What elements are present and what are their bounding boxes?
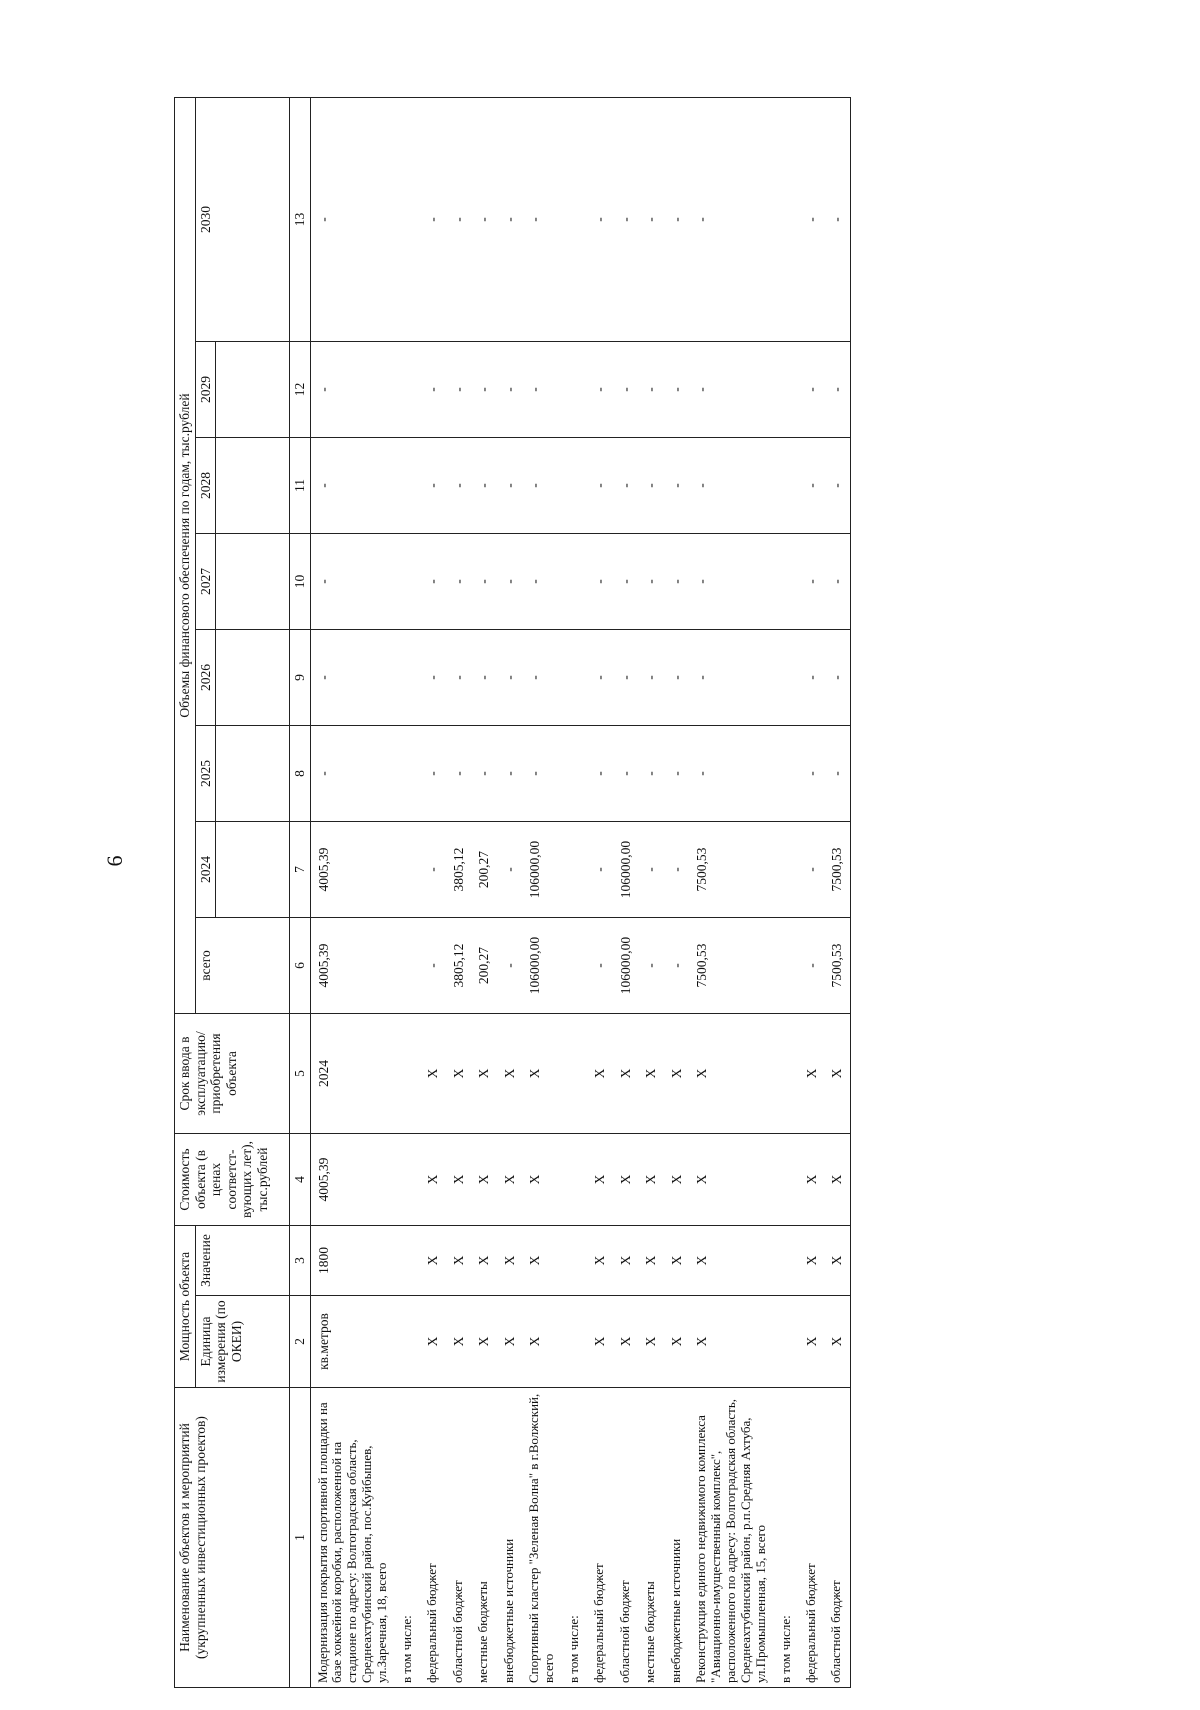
cost-cell: X — [824, 1134, 850, 1226]
cost-cell: X — [420, 1134, 446, 1226]
year-2029-cell — [774, 342, 799, 438]
year-2030-cell: - — [446, 98, 472, 342]
commission-cell: X — [689, 1014, 774, 1134]
year-2028-cell: - — [420, 438, 446, 534]
year-2029-cell: - — [522, 342, 562, 438]
header-year: 2024 — [195, 822, 216, 918]
header-year: 2028 — [195, 438, 216, 534]
total-cell: 106000,00 — [522, 918, 562, 1014]
unit-cell: X — [446, 1296, 472, 1388]
unit-cell: X — [522, 1296, 562, 1388]
cost-cell: X — [613, 1134, 639, 1226]
unit-cell: X — [664, 1296, 690, 1388]
table-header — [175, 98, 311, 1688]
year-2025-cell: - — [664, 726, 690, 822]
year-2027-cell: - — [497, 534, 523, 630]
cost-cell: X — [689, 1134, 774, 1226]
year-2025-cell: - — [587, 726, 613, 822]
year-2025-cell: - — [471, 726, 497, 822]
row-name: Реконструкция единого недвижимого комплекса "Авиационно-имущественный комплекс", расположенного по адресу: Волгоградская область, Среднеахтубинский район, р.п.Средняя Ахтуба, ул.Промышленная, 15, всего — [689, 1388, 774, 1688]
cost-cell: X — [471, 1134, 497, 1226]
year-2026-cell: - — [471, 630, 497, 726]
year-2030-cell: - — [689, 98, 774, 342]
header-year: 2025 — [195, 726, 216, 822]
header-cost: Стоимость объекта (в ценах соответст-вующих лет), тыс.рублей — [175, 1134, 290, 1226]
cost-cell: X — [664, 1134, 690, 1226]
unit-cell: X — [587, 1296, 613, 1388]
cost-cell: X — [799, 1134, 825, 1226]
total-cell: 106000,00 — [613, 918, 639, 1014]
header-year: 2026 — [195, 630, 216, 726]
year-2029-cell: - — [587, 342, 613, 438]
year-2029-cell: - — [664, 342, 690, 438]
table-row — [471, 98, 497, 1688]
year-2025-cell: - — [638, 726, 664, 822]
year-2029-cell — [395, 342, 420, 438]
row-name: внебюджетные источники — [497, 1388, 523, 1688]
unit-cell: X — [799, 1296, 825, 1388]
commission-cell — [774, 1014, 799, 1134]
unit-cell: X — [824, 1296, 850, 1388]
column-number: 8 — [290, 726, 311, 822]
column-number: 7 — [290, 822, 311, 918]
year-2025-cell — [774, 726, 799, 822]
year-2027-cell — [395, 534, 420, 630]
year-2027-cell: - — [824, 534, 850, 630]
header-name: Наименование объектов и мероприятий (укрупненных инвестиционных проектов) — [175, 1388, 290, 1688]
year-2027-cell: - — [471, 534, 497, 630]
row-name: областной бюджет — [446, 1388, 472, 1688]
value-cell — [562, 1226, 587, 1296]
year-2026-cell: - — [664, 630, 690, 726]
total-cell: 7500,53 — [824, 918, 850, 1014]
table-row — [774, 98, 799, 1688]
commission-cell — [395, 1014, 420, 1134]
header-commission: Срок ввода в эксплуатацию/ приобретения объекта — [175, 1014, 290, 1134]
table-row — [613, 98, 639, 1688]
column-number: 12 — [290, 342, 311, 438]
year-2025-cell: - — [824, 726, 850, 822]
year-2029-cell: - — [471, 342, 497, 438]
year-2026-cell — [774, 630, 799, 726]
row-name: федеральный бюджет — [420, 1388, 446, 1688]
unit-cell — [774, 1296, 799, 1388]
commission-cell: X — [420, 1014, 446, 1134]
year-2029-cell — [562, 342, 587, 438]
year-2029-cell: - — [420, 342, 446, 438]
cost-cell — [395, 1134, 420, 1226]
investment-table — [174, 97, 851, 1688]
year-2030-cell: - — [587, 98, 613, 342]
year-2027-cell: - — [638, 534, 664, 630]
year-2024-cell: 106000,00 — [613, 822, 639, 918]
year-2026-cell: - — [522, 630, 562, 726]
total-cell: 4005,39 — [310, 918, 395, 1014]
year-2026-cell: - — [310, 630, 395, 726]
value-cell — [395, 1226, 420, 1296]
year-2025-cell: - — [689, 726, 774, 822]
total-cell: - — [420, 918, 446, 1014]
year-2024-cell: 7500,53 — [824, 822, 850, 918]
header-finance: Объемы финансового обеспечения по годам, тыс.рублей — [175, 98, 196, 1014]
header-year: 2030 — [195, 98, 290, 342]
header-year: 2029 — [195, 342, 216, 438]
commission-cell: X — [471, 1014, 497, 1134]
year-2024-cell: - — [664, 822, 690, 918]
total-cell — [774, 918, 799, 1014]
row-name: внебюджетные источники — [664, 1388, 690, 1688]
year-2027-cell — [562, 534, 587, 630]
year-2028-cell: - — [497, 438, 523, 534]
unit-cell: X — [638, 1296, 664, 1388]
year-2030-cell — [562, 98, 587, 342]
year-2027-cell: - — [613, 534, 639, 630]
year-2026-cell: - — [497, 630, 523, 726]
cost-cell: X — [638, 1134, 664, 1226]
table-row — [522, 98, 562, 1688]
column-number: 4 — [290, 1134, 311, 1226]
year-2025-cell: - — [613, 726, 639, 822]
column-number: 1 — [290, 1388, 311, 1688]
year-2026-cell: - — [824, 630, 850, 726]
cost-cell: 4005,39 — [310, 1134, 395, 1226]
row-name: федеральный бюджет — [799, 1388, 825, 1688]
cost-cell: X — [446, 1134, 472, 1226]
cost-cell — [562, 1134, 587, 1226]
value-cell: X — [638, 1226, 664, 1296]
commission-cell: X — [638, 1014, 664, 1134]
total-cell: - — [587, 918, 613, 1014]
year-2030-cell: - — [497, 98, 523, 342]
year-2030-cell: - — [420, 98, 446, 342]
year-2027-cell — [774, 534, 799, 630]
unit-cell: X — [471, 1296, 497, 1388]
header-total: всего — [195, 918, 290, 1014]
row-name: Модернизация покрытия спортивной площадки на базе хоккейной коробки, расположенной на стадионе по адресу: Волгоградская область, Среднеахтубинский район, пос.Куйбышев, ул.Заречная, 18, всего — [310, 1388, 395, 1688]
year-2024-cell — [774, 822, 799, 918]
year-2028-cell — [395, 438, 420, 534]
total-cell: - — [497, 918, 523, 1014]
table-body — [310, 98, 850, 1688]
value-cell: X — [446, 1226, 472, 1296]
table-row — [824, 98, 850, 1688]
table-row — [310, 98, 395, 1688]
year-2027-cell: - — [587, 534, 613, 630]
year-2027-cell: - — [446, 534, 472, 630]
commission-cell: X — [522, 1014, 562, 1134]
column-number: 10 — [290, 534, 311, 630]
value-cell: X — [613, 1226, 639, 1296]
year-2025-cell: - — [420, 726, 446, 822]
year-2024-cell: 3805,12 — [446, 822, 472, 918]
year-2029-cell: - — [638, 342, 664, 438]
value-cell: X — [497, 1226, 523, 1296]
year-2026-cell — [395, 630, 420, 726]
column-number: 13 — [290, 98, 311, 342]
year-2026-cell: - — [587, 630, 613, 726]
year-2027-cell: - — [420, 534, 446, 630]
year-2026-cell — [562, 630, 587, 726]
row-name: в том числе: — [562, 1388, 587, 1688]
table-row — [638, 98, 664, 1688]
unit-cell: X — [689, 1296, 774, 1388]
year-2027-cell: - — [310, 534, 395, 630]
header-unit: Единица измерения (по ОКЕИ) — [195, 1296, 290, 1388]
year-2026-cell: - — [420, 630, 446, 726]
table-row — [664, 98, 690, 1688]
commission-cell: X — [587, 1014, 613, 1134]
header-capacity: Мощность объекта — [175, 1226, 196, 1388]
year-2024-cell — [395, 822, 420, 918]
rotated-table-container — [174, 98, 1099, 1688]
commission-cell: 2024 — [310, 1014, 395, 1134]
year-2029-cell: - — [497, 342, 523, 438]
year-2024-cell: - — [638, 822, 664, 918]
column-number: 5 — [290, 1014, 311, 1134]
cost-cell — [774, 1134, 799, 1226]
table-row — [395, 98, 420, 1688]
year-2029-cell: - — [824, 342, 850, 438]
year-2028-cell: - — [587, 438, 613, 534]
value-cell: X — [471, 1226, 497, 1296]
cost-cell: X — [522, 1134, 562, 1226]
table-row — [799, 98, 825, 1688]
table-row — [562, 98, 587, 1688]
value-cell: X — [420, 1226, 446, 1296]
year-2025-cell: - — [446, 726, 472, 822]
table-row — [689, 98, 774, 1688]
year-2029-cell: - — [446, 342, 472, 438]
cost-cell: X — [497, 1134, 523, 1226]
year-2028-cell: - — [824, 438, 850, 534]
row-name: областной бюджет — [613, 1388, 639, 1688]
commission-cell: X — [664, 1014, 690, 1134]
year-2028-cell — [774, 438, 799, 534]
unit-cell: X — [420, 1296, 446, 1388]
year-2024-cell — [562, 822, 587, 918]
year-2030-cell — [774, 98, 799, 342]
total-cell: - — [638, 918, 664, 1014]
year-2029-cell: - — [310, 342, 395, 438]
column-number: 2 — [290, 1296, 311, 1388]
value-cell — [774, 1226, 799, 1296]
year-2028-cell: - — [471, 438, 497, 534]
unit-cell: X — [613, 1296, 639, 1388]
value-cell: X — [664, 1226, 690, 1296]
year-2024-cell: - — [587, 822, 613, 918]
commission-cell: X — [799, 1014, 825, 1134]
cost-cell: X — [587, 1134, 613, 1226]
column-number: 3 — [290, 1226, 311, 1296]
column-number: 11 — [290, 438, 311, 534]
header-value: Значение — [195, 1226, 290, 1296]
row-name: областной бюджет — [824, 1388, 850, 1688]
total-cell: - — [799, 918, 825, 1014]
column-number: 6 — [290, 918, 311, 1014]
total-cell: - — [664, 918, 690, 1014]
table-row — [587, 98, 613, 1688]
value-cell: X — [587, 1226, 613, 1296]
year-2027-cell: - — [522, 534, 562, 630]
header-year: 2027 — [195, 534, 216, 630]
year-2024-cell: 7500,53 — [689, 822, 774, 918]
table-row — [446, 98, 472, 1688]
year-2025-cell: - — [799, 726, 825, 822]
total-cell — [395, 918, 420, 1014]
value-cell: X — [799, 1226, 825, 1296]
year-2030-cell: - — [638, 98, 664, 342]
value-cell: X — [689, 1226, 774, 1296]
unit-cell: кв.метров — [310, 1296, 395, 1388]
year-2024-cell: 4005,39 — [310, 822, 395, 918]
total-cell: 200,27 — [471, 918, 497, 1014]
year-2024-cell: - — [799, 822, 825, 918]
page-number: 6 — [102, 855, 127, 867]
year-2024-cell: 200,27 — [471, 822, 497, 918]
year-2030-cell: - — [799, 98, 825, 342]
commission-cell: X — [446, 1014, 472, 1134]
year-2025-cell: - — [522, 726, 562, 822]
year-2026-cell: - — [689, 630, 774, 726]
year-2026-cell: - — [613, 630, 639, 726]
year-2026-cell: - — [638, 630, 664, 726]
year-2028-cell: - — [799, 438, 825, 534]
row-name: Спортивный кластер "Зеленая Волна" в г.Волжский, всего — [522, 1388, 562, 1688]
year-2030-cell: - — [310, 98, 395, 342]
year-2030-cell: - — [522, 98, 562, 342]
year-2028-cell — [562, 438, 587, 534]
year-2027-cell: - — [799, 534, 825, 630]
year-2025-cell: - — [310, 726, 395, 822]
year-2028-cell: - — [522, 438, 562, 534]
year-2025-cell — [562, 726, 587, 822]
year-2029-cell: - — [689, 342, 774, 438]
year-2026-cell: - — [799, 630, 825, 726]
total-cell: 7500,53 — [689, 918, 774, 1014]
row-name: местные бюджеты — [471, 1388, 497, 1688]
table-row — [497, 98, 523, 1688]
year-2030-cell — [395, 98, 420, 342]
unit-cell — [562, 1296, 587, 1388]
total-cell — [562, 918, 587, 1014]
year-2028-cell: - — [446, 438, 472, 534]
unit-cell — [395, 1296, 420, 1388]
commission-cell: X — [824, 1014, 850, 1134]
year-2030-cell: - — [613, 98, 639, 342]
year-2029-cell: - — [799, 342, 825, 438]
commission-cell: X — [613, 1014, 639, 1134]
year-2025-cell: - — [497, 726, 523, 822]
column-number-row — [290, 98, 311, 1688]
year-2027-cell: - — [689, 534, 774, 630]
row-name: в том числе: — [774, 1388, 799, 1688]
year-2030-cell: - — [471, 98, 497, 342]
commission-cell: X — [497, 1014, 523, 1134]
table-row — [420, 98, 446, 1688]
year-2028-cell: - — [689, 438, 774, 534]
year-2026-cell: - — [446, 630, 472, 726]
year-2028-cell: - — [638, 438, 664, 534]
year-2030-cell: - — [664, 98, 690, 342]
row-name: местные бюджеты — [638, 1388, 664, 1688]
column-number: 9 — [290, 630, 311, 726]
year-2024-cell: 106000,00 — [522, 822, 562, 918]
year-2028-cell: - — [613, 438, 639, 534]
year-2024-cell: - — [497, 822, 523, 918]
row-name: федеральный бюджет — [587, 1388, 613, 1688]
value-cell: 1800 — [310, 1226, 395, 1296]
year-2028-cell: - — [310, 438, 395, 534]
year-2024-cell: - — [420, 822, 446, 918]
year-2025-cell — [395, 726, 420, 822]
year-2027-cell: - — [664, 534, 690, 630]
year-2028-cell: - — [664, 438, 690, 534]
total-cell: 3805,12 — [446, 918, 472, 1014]
row-name: в том числе: — [395, 1388, 420, 1688]
value-cell: X — [824, 1226, 850, 1296]
commission-cell — [562, 1014, 587, 1134]
value-cell: X — [522, 1226, 562, 1296]
year-2029-cell: - — [613, 342, 639, 438]
year-2030-cell: - — [824, 98, 850, 342]
unit-cell: X — [497, 1296, 523, 1388]
